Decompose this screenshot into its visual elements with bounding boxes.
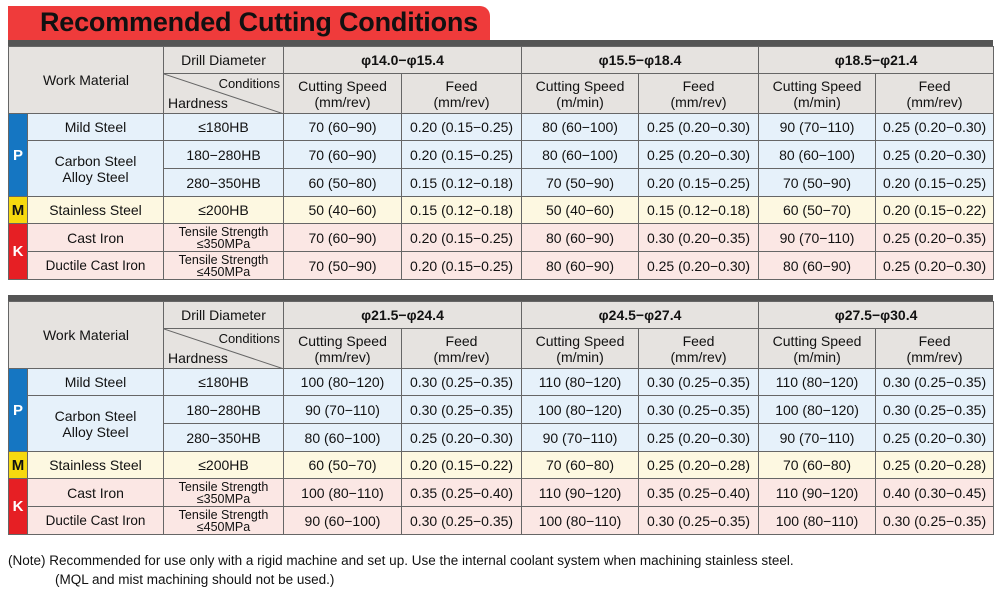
diameter-range: φ27.5−φ30.4	[759, 302, 994, 329]
speed-cell: 50 (40−60)	[522, 197, 639, 224]
diameter-range: φ15.5−φ18.4	[522, 47, 759, 74]
speed-cell: 70 (60−90)	[284, 141, 402, 169]
feed-header: Feed (mm/rev)	[639, 329, 759, 369]
feed-cell: 0.20 (0.15−0.25)	[402, 252, 522, 280]
speed-cell: 90 (70−110)	[284, 396, 402, 424]
conditions-label: Conditions	[218, 331, 280, 346]
hardness-value: ≤180HB	[164, 114, 284, 141]
material-stainless: Stainless Steel	[28, 452, 164, 479]
feed-cell: 0.30 (0.25−0.35)	[402, 369, 522, 396]
feed-cell: 0.25 (0.20−0.30)	[876, 252, 994, 280]
feed-cell: 0.30 (0.20−0.35)	[639, 224, 759, 252]
speed-cell: 80 (60−100)	[522, 114, 639, 141]
diameter-range: φ21.5−φ24.4	[284, 302, 522, 329]
drill-diameter-header: Drill Diameter	[164, 302, 284, 329]
feed-cell: 0.15 (0.12−0.18)	[402, 197, 522, 224]
material-mild-steel: Mild Steel	[28, 114, 164, 141]
speed-cell: 80 (60−90)	[759, 252, 876, 280]
cutting-speed-header: Cutting Speed (mm/rev)	[284, 329, 402, 369]
m-group-tag: M	[9, 197, 28, 224]
speed-cell: 100 (80−120)	[284, 369, 402, 396]
table-row	[9, 224, 994, 252]
cutting-speed-header: Cutting Speed (m/min)	[759, 74, 876, 114]
feed-cell: 0.30 (0.25−0.35)	[876, 507, 994, 535]
cutting-speed-header: Cutting Speed (m/min)	[522, 74, 639, 114]
material-cast-iron: Cast Iron	[28, 479, 164, 507]
speed-cell: 90 (60−100)	[284, 507, 402, 535]
speed-cell: 100 (80−110)	[759, 507, 876, 535]
speed-cell: 110 (90−120)	[522, 479, 639, 507]
k-group-tag: K	[9, 224, 28, 280]
material-ductile: Ductile Cast Iron	[28, 507, 164, 535]
speed-cell: 90 (70−110)	[759, 114, 876, 141]
feed-cell: 0.20 (0.15−0.25)	[402, 224, 522, 252]
speed-cell: 80 (60−90)	[522, 224, 639, 252]
feed-cell: 0.20 (0.15−0.22)	[876, 197, 994, 224]
table-row	[9, 141, 994, 169]
cutting-table-1	[8, 46, 994, 280]
feed-cell: 0.15 (0.12−0.18)	[639, 197, 759, 224]
speed-cell: 80 (60−100)	[759, 141, 876, 169]
feed-cell: 0.20 (0.15−0.25)	[639, 169, 759, 197]
feed-cell: 0.25 (0.20−0.30)	[876, 424, 994, 452]
table-row	[9, 197, 994, 224]
feed-cell: 0.25 (0.20−0.30)	[876, 141, 994, 169]
feed-cell: 0.25 (0.20−0.30)	[402, 424, 522, 452]
hardness-value: 180−280HB	[164, 141, 284, 169]
drill-diameter-header: Drill Diameter	[164, 47, 284, 74]
speed-cell: 90 (70−110)	[759, 224, 876, 252]
conditions-hardness-header	[164, 329, 284, 369]
p-group-tag: P	[9, 369, 28, 452]
material-mild-steel: Mild Steel	[28, 369, 164, 396]
material-carbon-alloy-steel: Carbon Steel Alloy Steel	[28, 396, 164, 452]
feed-cell: 0.35 (0.25−0.40)	[639, 479, 759, 507]
material-stainless: Stainless Steel	[28, 197, 164, 224]
feed-cell: 0.40 (0.30−0.45)	[876, 479, 994, 507]
feed-cell: 0.20 (0.15−0.25)	[402, 141, 522, 169]
speed-cell: 60 (50−70)	[284, 452, 402, 479]
feed-cell: 0.20 (0.15−0.22)	[402, 452, 522, 479]
cutting-speed-header: Cutting Speed (mm/rev)	[284, 74, 402, 114]
cutting-speed-header: Cutting Speed (m/min)	[759, 329, 876, 369]
feed-cell: 0.30 (0.25−0.35)	[876, 369, 994, 396]
table-row	[9, 252, 994, 280]
table-row	[9, 452, 994, 479]
table-row	[9, 479, 994, 507]
note-line-2: (MQL and mist machining should not be used.)	[55, 572, 335, 587]
hardness-value: Tensile Strength ≤350MPa	[164, 479, 284, 507]
speed-cell: 90 (70−110)	[759, 424, 876, 452]
speed-cell: 70 (60−90)	[284, 224, 402, 252]
speed-cell: 70 (60−80)	[759, 452, 876, 479]
speed-cell: 100 (80−110)	[522, 507, 639, 535]
speed-cell: 70 (60−90)	[284, 114, 402, 141]
feed-header: Feed (mm/rev)	[639, 74, 759, 114]
hardness-value: Tensile Strength ≤450MPa	[164, 252, 284, 280]
speed-cell: 110 (80−120)	[522, 369, 639, 396]
feed-cell: 0.25 (0.20−0.28)	[639, 452, 759, 479]
feed-cell: 0.25 (0.20−0.30)	[639, 252, 759, 280]
speed-cell: 60 (50−70)	[759, 197, 876, 224]
feed-cell: 0.15 (0.12−0.18)	[402, 169, 522, 197]
p-group-tag: P	[9, 114, 28, 197]
feed-header: Feed (mm/rev)	[402, 74, 522, 114]
table-row	[9, 396, 994, 424]
hardness-value: ≤200HB	[164, 197, 284, 224]
hardness-value: ≤200HB	[164, 452, 284, 479]
feed-header: Feed (mm/rev)	[402, 329, 522, 369]
table-row	[9, 369, 994, 396]
hardness-label: Hardness	[168, 350, 228, 366]
speed-cell: 70 (50−90)	[284, 252, 402, 280]
feed-cell: 0.25 (0.20−0.28)	[876, 452, 994, 479]
feed-cell: 0.30 (0.25−0.35)	[876, 396, 994, 424]
speed-cell: 100 (80−120)	[759, 396, 876, 424]
table-row	[9, 507, 994, 535]
material-carbon-alloy-steel: Carbon Steel Alloy Steel	[28, 141, 164, 197]
feed-cell: 0.25 (0.20−0.30)	[876, 114, 994, 141]
speed-cell: 110 (80−120)	[759, 369, 876, 396]
material-cast-iron: Cast Iron	[28, 224, 164, 252]
work-material-header: Work Material	[9, 302, 164, 369]
page-title: Recommended Cutting Conditions	[40, 7, 478, 37]
speed-cell: 80 (60−100)	[522, 141, 639, 169]
hardness-value: 280−350HB	[164, 424, 284, 452]
cutting-table-2	[8, 301, 994, 535]
material-ductile: Ductile Cast Iron	[28, 252, 164, 280]
k-group-tag: K	[9, 479, 28, 535]
speed-cell: 90 (70−110)	[522, 424, 639, 452]
conditions-hardness-header	[164, 74, 284, 114]
feed-cell: 0.30 (0.25−0.35)	[402, 507, 522, 535]
speed-cell: 70 (60−80)	[522, 452, 639, 479]
feed-cell: 0.25 (0.20−0.35)	[876, 224, 994, 252]
hardness-value: 180−280HB	[164, 396, 284, 424]
feed-cell: 0.30 (0.25−0.35)	[639, 396, 759, 424]
speed-cell: 80 (60−100)	[284, 424, 402, 452]
speed-cell: 70 (50−90)	[522, 169, 639, 197]
hardness-value: ≤180HB	[164, 369, 284, 396]
speed-cell: 100 (80−110)	[284, 479, 402, 507]
speed-cell: 60 (50−80)	[284, 169, 402, 197]
hardness-label: Hardness	[168, 95, 228, 111]
speed-cell: 70 (50−90)	[759, 169, 876, 197]
hardness-value: Tensile Strength ≤350MPa	[164, 224, 284, 252]
conditions-label: Conditions	[218, 76, 280, 91]
feed-cell: 0.35 (0.25−0.40)	[402, 479, 522, 507]
table-row	[9, 114, 994, 141]
hardness-value: Tensile Strength ≤450MPa	[164, 507, 284, 535]
feed-cell: 0.30 (0.25−0.35)	[639, 507, 759, 535]
diameter-range: φ14.0−φ15.4	[284, 47, 522, 74]
cutting-speed-header: Cutting Speed (m/min)	[522, 329, 639, 369]
feed-cell: 0.25 (0.20−0.30)	[639, 114, 759, 141]
feed-header: Feed (mm/rev)	[876, 74, 994, 114]
speed-cell: 100 (80−120)	[522, 396, 639, 424]
feed-cell: 0.30 (0.25−0.35)	[639, 369, 759, 396]
feed-cell: 0.25 (0.20−0.30)	[639, 141, 759, 169]
m-group-tag: M	[9, 452, 28, 479]
diameter-range: φ18.5−φ21.4	[759, 47, 994, 74]
feed-cell: 0.20 (0.15−0.25)	[876, 169, 994, 197]
speed-cell: 80 (60−90)	[522, 252, 639, 280]
work-material-header: Work Material	[9, 47, 164, 114]
feed-cell: 0.25 (0.20−0.30)	[639, 424, 759, 452]
speed-cell: 110 (90−120)	[759, 479, 876, 507]
hardness-value: 280−350HB	[164, 169, 284, 197]
feed-cell: 0.30 (0.25−0.35)	[402, 396, 522, 424]
diameter-range: φ24.5−φ27.4	[522, 302, 759, 329]
feed-cell: 0.20 (0.15−0.25)	[402, 114, 522, 141]
speed-cell: 50 (40−60)	[284, 197, 402, 224]
feed-header: Feed (mm/rev)	[876, 329, 994, 369]
note-line-1: (Note) Recommended for use only with a rigid machine and set up. Use the internal coolant system when machining stainless steel.	[8, 553, 794, 568]
